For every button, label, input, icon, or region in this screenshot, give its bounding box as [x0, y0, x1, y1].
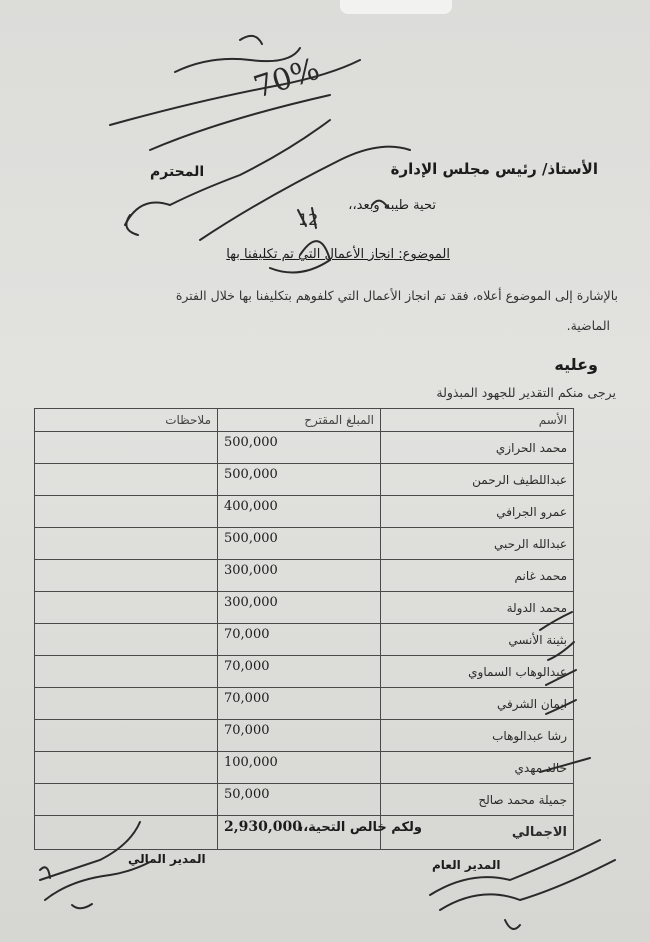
row-name: رشا عبدالوهاب [381, 720, 574, 752]
total-amount: 2,930,000 [218, 816, 381, 850]
row-name: عبدالله الرحبي [381, 528, 574, 560]
row-amount: 100,000 [218, 752, 381, 784]
greeting: تحية طيبه وبعد،، [348, 198, 436, 213]
row-name: محمد الحرازي [381, 432, 574, 464]
signature-right-title: المدير العام [432, 858, 501, 872]
row-amount: 500,000 [218, 432, 381, 464]
signature-left-title: المدير المالي [128, 852, 206, 866]
row-amount: 400,000 [218, 496, 381, 528]
row-amount: 70,000 [218, 656, 381, 688]
row-amount: 70,000 [218, 720, 381, 752]
row-name: خالد مهدي [381, 752, 574, 784]
closing-line: ولكم خالص التحية،، [298, 820, 422, 835]
addressee-name: الأستاذ/ رئيس مجلس الإدارة [390, 160, 598, 178]
row-name: محمد الدولة [381, 592, 574, 624]
row-name: محمد غانم [381, 560, 574, 592]
row-name: جميلة محمد صالح [381, 784, 574, 816]
row-amount: 50,000 [218, 784, 381, 816]
row-name: عبدالوهاب السماوي [381, 656, 574, 688]
date-note: 12 [298, 210, 319, 229]
subject-line: الموضوع: انجاز الأعمال التي تم تكليفنا بها [226, 247, 450, 262]
header-notes: ملاحظات [35, 409, 218, 432]
row-amount: 500,000 [218, 528, 381, 560]
body-line-2: الماضية. [566, 318, 610, 333]
total-label: الاجمالي [381, 816, 574, 850]
accordingly-heading: وعليه [554, 355, 598, 374]
header-name: الأسم [381, 409, 574, 432]
row-amount: 70,000 [218, 688, 381, 720]
row-amount: 500,000 [218, 464, 381, 496]
signature-right [430, 840, 600, 895]
row-amount: 300,000 [218, 592, 381, 624]
request-line: يرجى منكم التقدير للجهود المبذولة [436, 385, 616, 400]
row-name: بثينة الأنسي [381, 624, 574, 656]
row-name: عبداللطيف الرحمن [381, 464, 574, 496]
addressee-title: المحترم [150, 164, 205, 180]
row-name: ايمان الشرفي [381, 688, 574, 720]
percent-note: 70% [249, 51, 324, 106]
body-line-1: بالإشارة إلى الموضوع أعلاه، فقد تم انجاز الأعمال التي كلفوهم بتكليفنا بها خلال الفترة [175, 288, 618, 303]
row-amount: 70,000 [218, 624, 381, 656]
row-amount: 300,000 [218, 560, 381, 592]
row-name: عمرو الجرافي [381, 496, 574, 528]
header-amount: المبلغ المقترح [218, 409, 381, 432]
